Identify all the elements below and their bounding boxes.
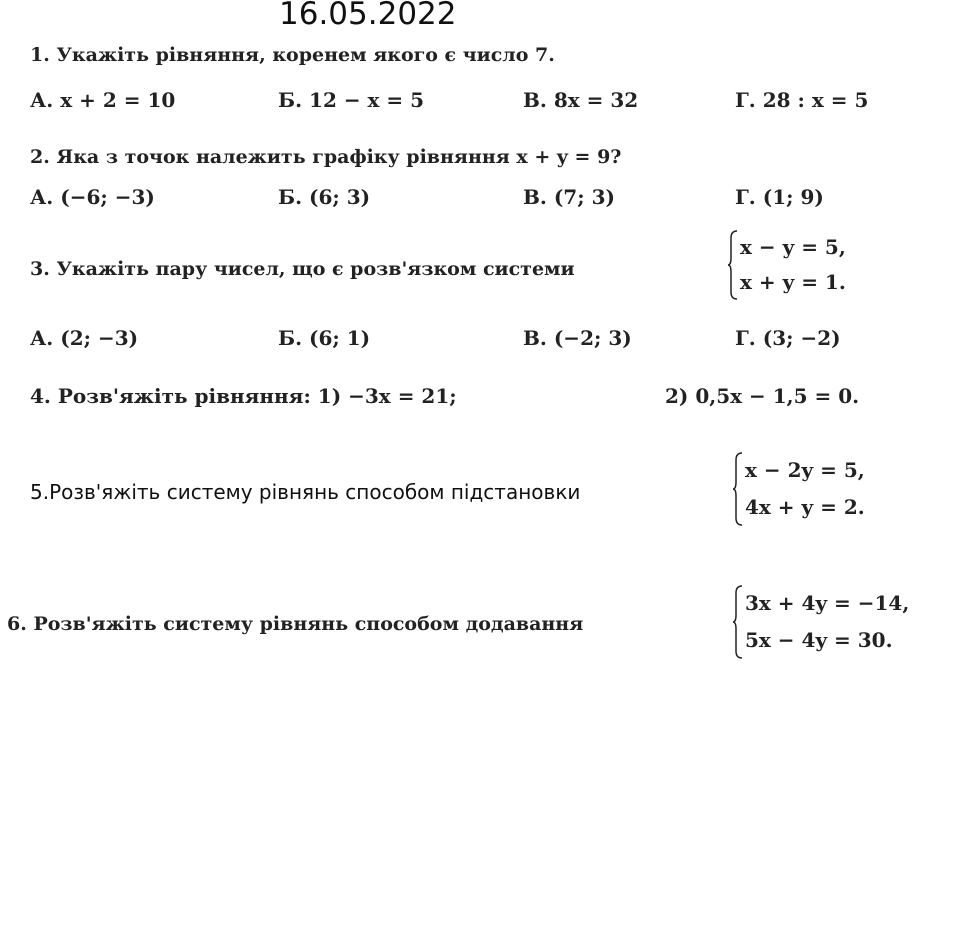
q2-option-c: В. (7; 3) bbox=[523, 185, 615, 209]
question-4-text: 4. Розв'яжіть рівняння: 1) −3x = 21; bbox=[30, 384, 457, 408]
q1-option-b: Б. 12 − x = 5 bbox=[278, 88, 425, 112]
q3-option-c: В. (−2; 3) bbox=[523, 326, 632, 350]
question-4-part-2: 2) 0,5x − 1,5 = 0. bbox=[665, 384, 860, 408]
q3-system bbox=[728, 230, 846, 300]
q1-option-a: А. x + 2 = 10 bbox=[30, 88, 176, 112]
q6-system-eq-2: 5x − 4y = 30. bbox=[745, 628, 893, 652]
q6-system-eq-1: 3x + 4y = −14, bbox=[745, 591, 910, 615]
q1-option-c: В. 8x = 32 bbox=[523, 88, 639, 112]
q2-option-d: Г. (1; 9) bbox=[735, 185, 824, 209]
q1-option-d: Г. 28 : x = 5 bbox=[735, 88, 869, 112]
q5-system-eq-2: 4x + y = 2. bbox=[745, 495, 865, 519]
q2-option-b: Б. (6; 3) bbox=[278, 185, 371, 209]
question-6-text: 6. Розв'яжіть систему рівнянь способом додавання bbox=[7, 613, 584, 635]
q3-option-b: Б. (6; 1) bbox=[278, 326, 371, 350]
question-5-text: 5.Розв'яжіть систему рівнянь способом підстановки bbox=[30, 480, 581, 504]
question-1-text: 1. Укажіть рівняння, коренем якого є число 7. bbox=[30, 44, 555, 66]
q3-system-eq-2: x + y = 1. bbox=[740, 270, 846, 294]
q3-option-d: Г. (3; −2) bbox=[735, 326, 841, 350]
q5-system bbox=[733, 452, 865, 526]
worksheet-date: 16.05.2022 bbox=[279, 0, 457, 32]
question-2-text: 2. Яка з точок належить графіку рівняння x + y = 9? bbox=[30, 146, 622, 168]
q3-system-eq-1: x − y = 5, bbox=[740, 235, 846, 259]
question-3-text: 3. Укажіть пару чисел, що є розв'язком системи bbox=[30, 258, 575, 280]
q3-option-a: А. (2; −3) bbox=[30, 326, 139, 350]
q6-system bbox=[733, 585, 909, 659]
brace-icon bbox=[733, 452, 743, 526]
q2-option-a: А. (−6; −3) bbox=[30, 185, 155, 209]
q5-system-eq-1: x − 2y = 5, bbox=[745, 458, 865, 482]
brace-icon bbox=[733, 585, 743, 659]
brace-icon bbox=[728, 230, 738, 300]
